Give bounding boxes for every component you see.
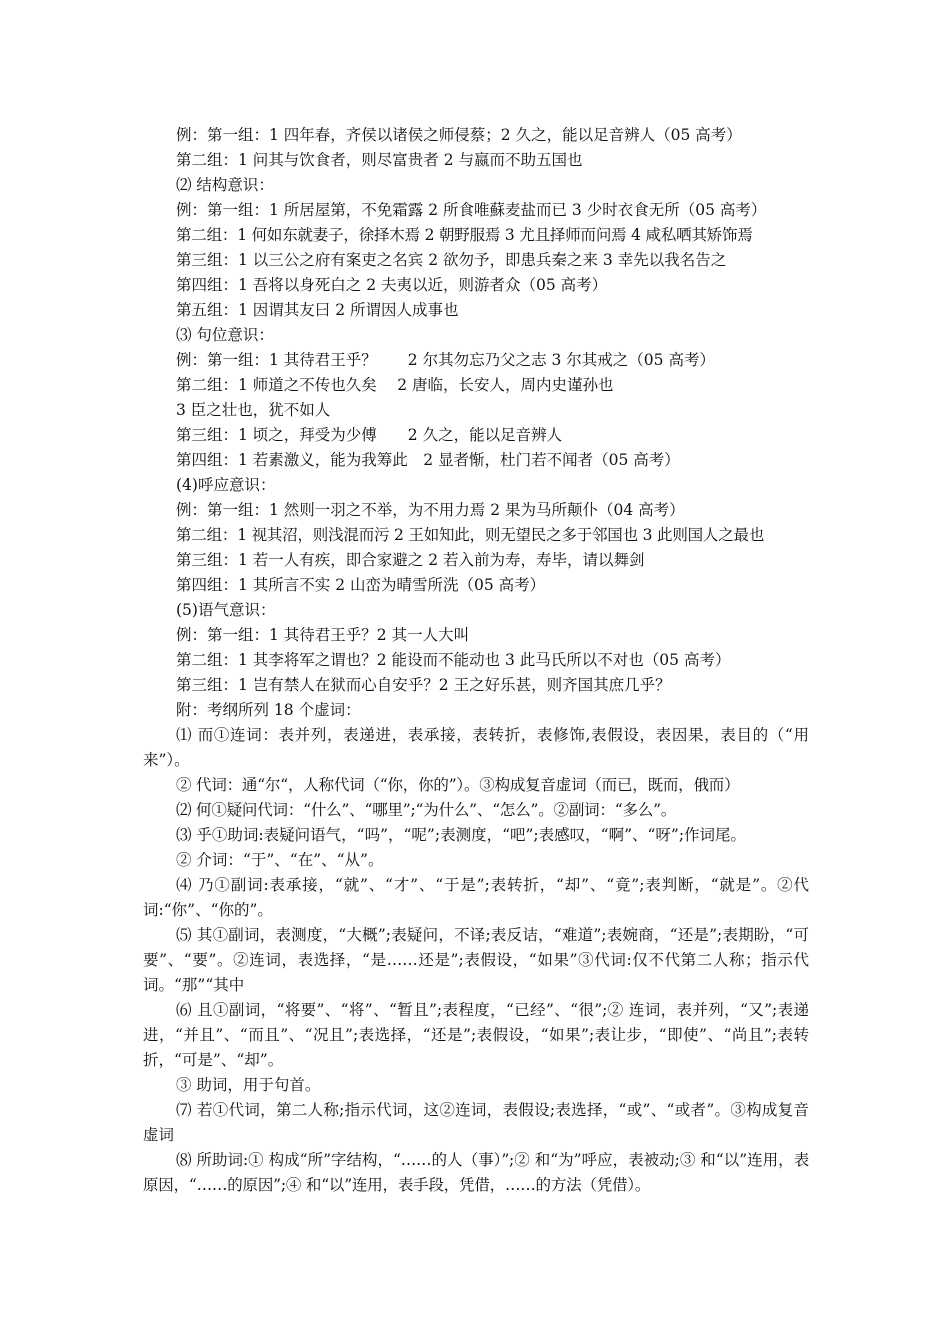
particle-entry-qie: ⑹ 且①副词，“将要”、“将”、“暂且”;表程度，“已经”、“很”;② 连词，表并列，“又”;表递进，“并且”、“而且”、“况且”;表选择，“还是”;表假设，“如果”;表让步，“即使”、“尚且”;表转折，“可是”、“却”。 [143, 1001, 809, 1069]
text-line: 第四组：1 其所言不实 2 山峦为晴雪所洗（05 高考） [176, 576, 546, 594]
text-line: 第三组：1 若一人有疾，即合家避之 2 若入前为寿，寿毕，请以舞剑 [176, 551, 645, 569]
text-line: 第三组：1 岂有禁人在狱而心自安乎？2 王之好乐甚，则齐国其庶几乎？ [176, 676, 671, 694]
particle-entry-he: ⑵ 何①疑问代词：“什么”、“哪里”;“为什么”、“怎么”。②副词：“多么”。 [176, 801, 677, 819]
text-line: 第二组：1 何如东就妻子，徐择木焉 2 朝野服焉 3 尤且择师而问焉 4 咸私哂其矫饰焉 [176, 226, 753, 244]
text-line: ② 介词：“于”、“在”、“从”。 [176, 851, 384, 869]
particle-entry-ruo: ⑺ 若①代词，第二人称;指示代词，这②连词，表假设;表选择，“或”、“或者”。③构成复音虚词 [143, 1101, 809, 1144]
text-line: 第二组：1 其李将军之谓也？2 能设而不能动也 3 此马氏所以不对也（05 高考） [176, 651, 731, 669]
section-heading: (5)语气意识： [176, 601, 276, 619]
particle-entry-er: ⑴ 而①连词：表并列，表递进，表承接，表转折，表修饰,表假设，表因果，表目的（“用来”）。 [143, 726, 809, 769]
text-line: 第二组：1 视其沼，则浅混而污 2 王如知此，则无望民之多于邻国也 3 此则国人之最也 [176, 526, 765, 544]
text-line: 例：第一组：1 所居屋第，不免霜露 2 所食唯蘇麦盐而已 3 少时衣食无所（05 高考） [176, 201, 767, 219]
text-line: 例：第一组：1 其待君王乎？2 其一人大叫 [176, 626, 470, 644]
text-line: 第三组：1 以三公之府有案吏之名宾 2 欲勿予，即患兵秦之来 3 幸先以我名告之 [176, 251, 727, 269]
particle-entry-qi: ⑸ 其①副词，表测度，“大概”;表疑问，不译;表反诘，“难道”;表婉商，“还是”;表期盼，“可要”、“要”。②连词，表选择，“是……还是”;表假设，“如果”③代词:仅不代第二人称；指示代词。“那”“其中 [143, 926, 809, 994]
text-line: 例：第一组：1 然则一羽之不举，为不用力焉 2 果为马所颠仆（04 高考） [176, 501, 685, 519]
section-heading: ⑶ 句位意识： [176, 326, 274, 344]
particle-entry-hu: ⑶ 乎①助词:表疑问语气，“吗”，“呢”;表测度，“吧”;表感叹，“啊”、“呀”;作词尾。 [176, 826, 747, 844]
particle-entry-suo: ⑻ 所助词:① 构成“所”字结构，“……的人（事）”;② 和“为”呼应，表被动;③ 和“以”连用，表原因，“……的原因”;④ 和“以”连用，表手段，凭借，……的方法（凭借）。 [143, 1151, 809, 1194]
text-line: 第三组：1 顷之，拜受为少傅 2 久之，能以足音辨人 [176, 426, 563, 444]
text-line: ③ 助词，用于句首。 [176, 1076, 321, 1094]
text-line: 第二组：1 问其与饮食者，则尽富贵者 2 与嬴而不助五国也 [176, 151, 583, 169]
text-line: 例：第一组：1 其待君王乎？ 2 尔其勿忘乃父之志 3 尔其戒之（05 高考） [176, 351, 715, 369]
text-line: 例：第一组：1 四年春，齐侯以诸侯之师侵蔡；2 久之，能以足音辨人（05 高考） [176, 126, 742, 144]
text-line: ② 代词：通“尔“，人称代词（“你，你的”）。③构成复音虚词（而已，既而，俄而） [176, 776, 740, 794]
text-line: 第四组：1 若素激义，能为我筹此 2 显者惭，杜门若不闻者（05 高考） [176, 451, 680, 469]
appendix-heading: 附：考纲所列 18 个虚词： [176, 701, 361, 719]
text-line: 第五组：1 因谓其友曰 2 所谓因人成事也 [176, 301, 459, 319]
section-heading: (4)呼应意识： [176, 476, 276, 494]
particle-entry-nai: ⑷ 乃①副词:表承接，“就”、“才”、“于是”;表转折，“却”、“竟”;表判断，“就是”。②代词:“你”、“你的”。 [143, 876, 809, 919]
document-body [143, 123, 809, 1198]
text-line: 第二组：1 师道之不传也久矣 2 唐临，长安人，周内史谨孙也 [176, 376, 614, 394]
text-line: 3 臣之壮也，犹不如人 [176, 401, 331, 419]
text-line: 第四组：1 吾将以身死白之 2 夫夷以近，则游者众（05 高考） [176, 276, 608, 294]
section-heading: ⑵ 结构意识： [176, 176, 274, 194]
